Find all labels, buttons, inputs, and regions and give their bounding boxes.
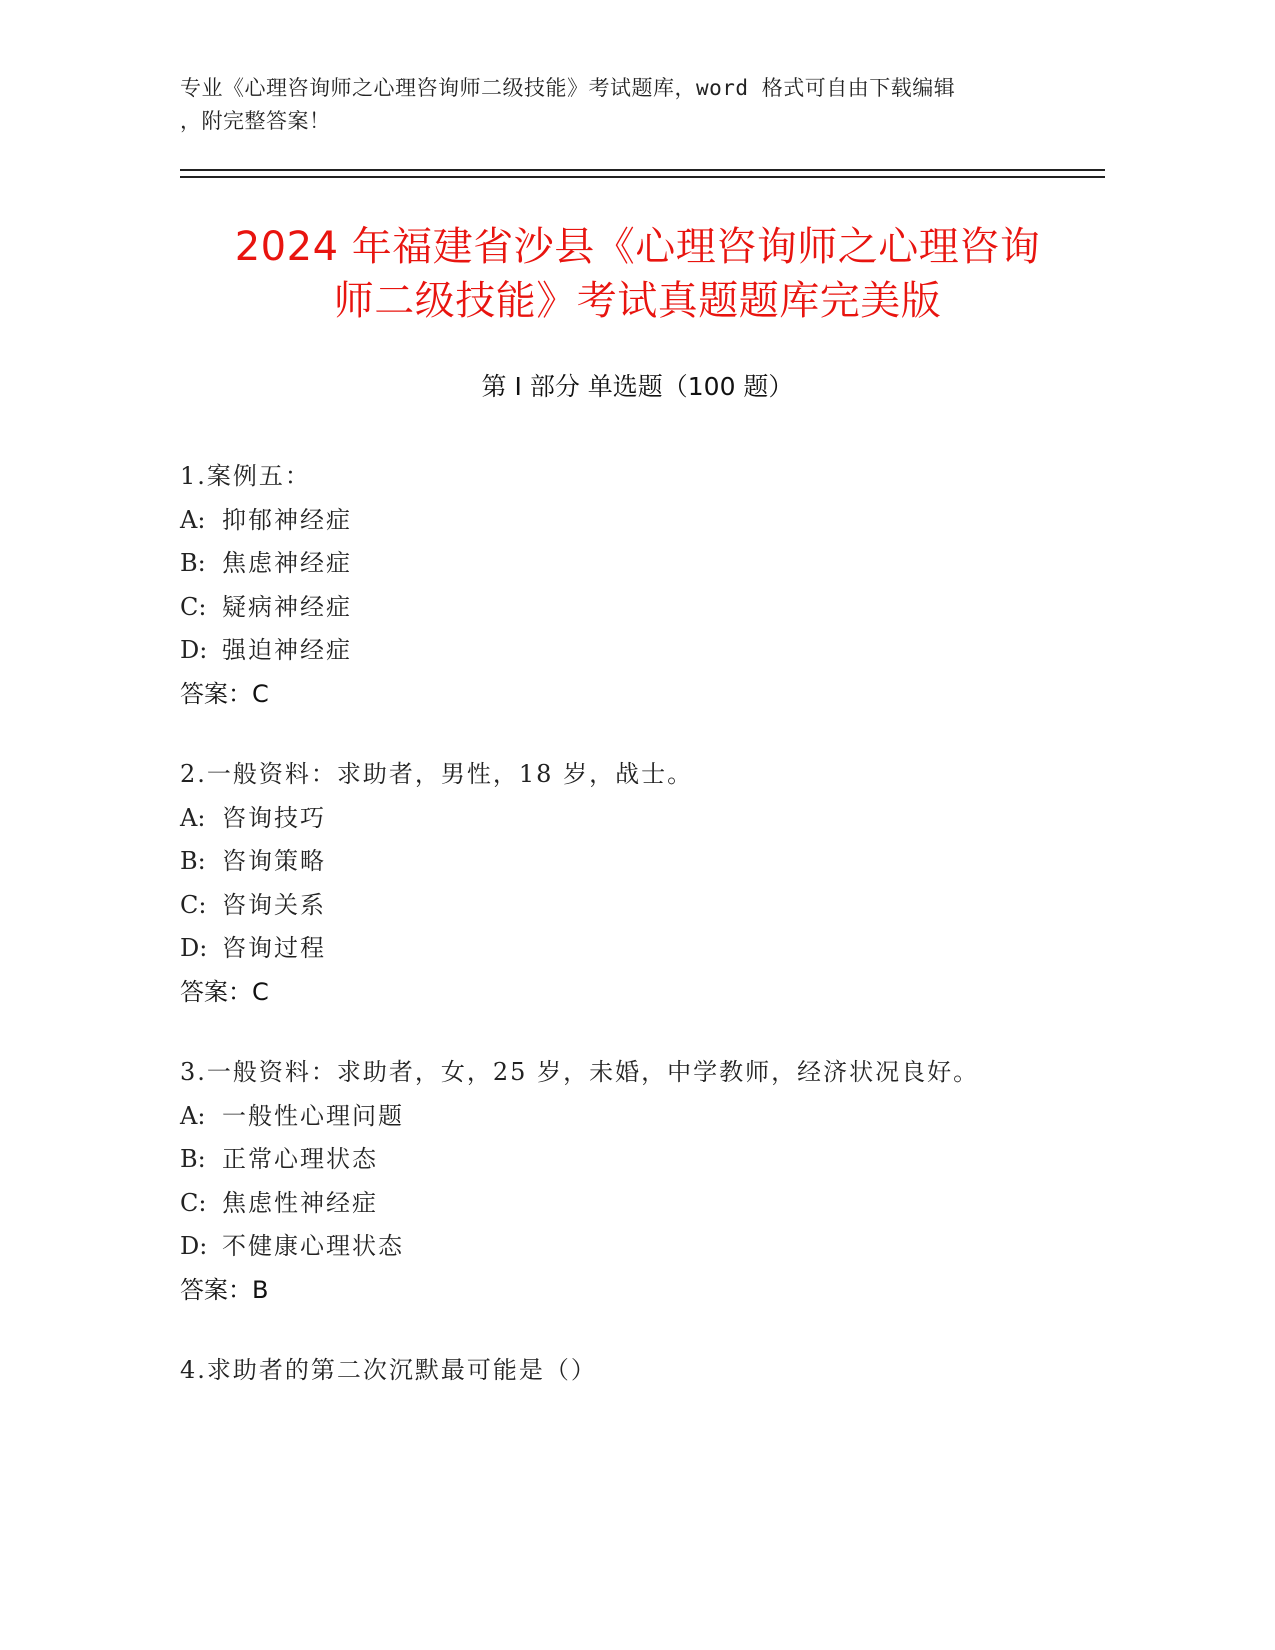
option-a — [180, 499, 1080, 543]
option-key: D: — [180, 934, 208, 962]
option-text: 一般性心理问题 — [222, 1101, 404, 1130]
question-4 — [180, 1349, 1080, 1393]
answer-line: 答案：B — [180, 1275, 269, 1304]
option-key: C: — [180, 1188, 207, 1217]
header-note — [180, 72, 1060, 138]
question-3 — [180, 1051, 1080, 1312]
option-c — [180, 1182, 1080, 1226]
option-key: D: — [180, 636, 208, 664]
option-key: C: — [180, 890, 207, 919]
question-stem: 4.求助者的第二次沉默最可能是（） — [180, 1356, 597, 1384]
option-key: D: — [180, 1232, 208, 1260]
option-b — [180, 1138, 1080, 1182]
option-b — [180, 840, 1080, 884]
option-text: 抑郁神经症 — [222, 505, 352, 534]
option-text: 强迫神经症 — [222, 636, 352, 664]
option-key: B: — [180, 1145, 206, 1173]
option-c — [180, 586, 1080, 630]
question-stem: 1.案例五： — [180, 462, 311, 490]
option-a — [180, 797, 1080, 841]
header-divider-bottom — [180, 176, 1105, 178]
question-stem: 2.一般资料：求助者，男性，18 岁，战士。 — [180, 760, 694, 788]
option-key: B: — [180, 847, 206, 875]
option-text: 不健康心理状态 — [222, 1232, 404, 1260]
option-text: 疑病神经症 — [222, 592, 352, 621]
section-heading: 第 I 部分 单选题（100 题） — [481, 372, 794, 401]
option-key: B: — [180, 549, 206, 577]
option-key: A: — [180, 1101, 206, 1130]
option-a — [180, 1095, 1080, 1139]
option-text: 焦虑神经症 — [222, 549, 352, 577]
option-c — [180, 884, 1080, 928]
document-title-line-1: 2024 年福建省沙县《心理咨询师之心理咨询 — [234, 224, 1041, 270]
answer-line: 答案：C — [180, 977, 269, 1006]
document-title-line-2: 师二级技能》考试真题题库完美版 — [333, 278, 942, 324]
question-2 — [180, 753, 1080, 1014]
option-key: C: — [180, 592, 207, 621]
option-d — [180, 927, 1080, 971]
answer-line: 答案：C — [180, 679, 269, 708]
header-note-line-1: 专业《心理咨询师之心理咨询师二级技能》考试题库，word 格式可自由下载编辑 — [180, 76, 956, 100]
header-note-line-2: ，附完整答案！ — [180, 109, 331, 133]
option-d — [180, 1225, 1080, 1269]
option-d — [180, 629, 1080, 673]
option-key: A: — [180, 803, 206, 832]
question-stem: 3.一般资料：求助者，女，25 岁，未婚，中学教师，经济状况良好。 — [180, 1058, 980, 1086]
question-list — [180, 455, 1080, 1430]
option-text: 焦虑性神经症 — [222, 1188, 378, 1217]
option-text: 咨询关系 — [222, 890, 326, 919]
option-text: 咨询策略 — [222, 847, 326, 875]
option-text: 正常心理状态 — [222, 1145, 378, 1173]
option-text: 咨询技巧 — [222, 803, 326, 832]
document-title — [160, 220, 1115, 328]
option-text: 咨询过程 — [222, 934, 326, 962]
option-key: A: — [180, 505, 206, 534]
question-1 — [180, 455, 1080, 716]
option-b — [180, 542, 1080, 586]
header-divider-top — [180, 169, 1105, 171]
